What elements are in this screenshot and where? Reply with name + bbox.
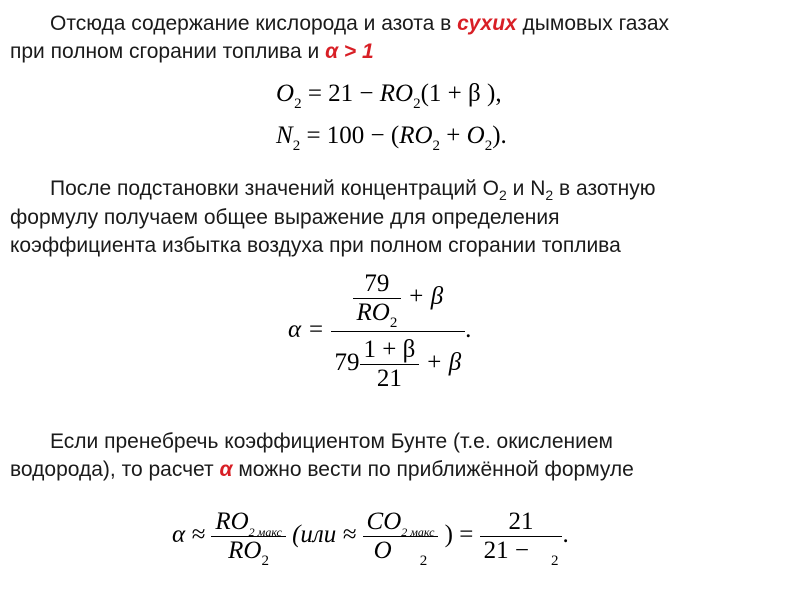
equation-text: = 100 − (: [300, 122, 400, 149]
plus-beta: + β: [401, 283, 444, 311]
equation-text: .: [562, 521, 569, 549]
subscript: 2: [545, 187, 554, 204]
paragraph-substitution-line2: [10, 204, 790, 231]
text: формулу получаем общее выражение для определения: [10, 206, 560, 229]
subscript: 2: [484, 138, 493, 154]
equation-text: .: [465, 316, 472, 344]
paragraph-intro-line2: [10, 38, 790, 65]
subscript: 2: [499, 187, 507, 204]
equation-alpha-approx: [172, 508, 569, 569]
fraction-21: [480, 508, 563, 569]
denominator: O $_2$: [363, 536, 439, 565]
numerator: 1 + β: [363, 336, 416, 363]
numerator: $CO_{2 макс}$: [366, 508, 435, 539]
paragraph-substitution-line3: [10, 232, 790, 259]
fraction-1beta-21: [360, 336, 420, 393]
symbol-o: O: [466, 122, 485, 149]
emphasis-alpha-condition: α > 1: [325, 40, 374, 63]
paragraph-intro: [10, 10, 800, 37]
symbol-n: N: [276, 122, 293, 149]
emphasis-alpha: α: [219, 458, 233, 481]
text: дымовых газах: [516, 12, 670, 35]
text: при полном сгорании топлива и: [10, 40, 326, 63]
main-denominator: [331, 331, 466, 393]
denominator: $RO_2$: [211, 536, 285, 565]
fraction-co2max-o2: [363, 508, 439, 569]
equation-text: = 21 −: [301, 80, 380, 107]
numerator: 79: [364, 270, 390, 297]
symbol-ro: RO: [379, 80, 414, 107]
paragraph-bunte: [10, 428, 800, 455]
denominator: 21: [360, 364, 420, 393]
symbol-ro: RO: [399, 122, 433, 149]
text: и N: [506, 177, 546, 200]
subscript: 2: [294, 96, 302, 112]
equation-text: +: [440, 122, 467, 149]
text: Отсюда содержание кислорода и азота в: [50, 12, 458, 35]
text: можно вести по приближённой формуле: [232, 458, 634, 481]
text: коэффициента избытка воздуха при полном сгорании топлива: [10, 234, 621, 257]
coef-79: 79: [334, 349, 360, 377]
equation-text: ).: [492, 122, 507, 149]
equation-nitrogen: [276, 122, 507, 154]
symbol-alpha: α ≈: [172, 521, 206, 549]
text: водорода), то расчет: [10, 458, 220, 481]
main-numerator: [331, 270, 466, 331]
equation-text: (1 + β ),: [420, 80, 502, 107]
numerator: $RO_{2 макс}$: [215, 508, 282, 539]
denominator: $RO_2$: [353, 298, 402, 327]
equation-oxygen: [276, 80, 502, 112]
symbol-o: O: [276, 80, 295, 107]
numerator: 21: [508, 508, 534, 535]
subscript: 2: [292, 138, 301, 154]
equation-alpha-general: [288, 270, 471, 393]
subscript: 2: [432, 138, 441, 154]
paren-open-or: (или ≈: [292, 521, 357, 549]
denominator: 21 − $_2$: [480, 536, 563, 565]
text: Если пренебречь коэффициентом Бунте (т.е. окислением: [50, 430, 613, 453]
main-fraction: [331, 270, 466, 393]
plus-beta: + β: [419, 349, 462, 377]
text: После подстановки значений концентраций O: [50, 177, 499, 200]
emphasis-dry: сухих: [457, 12, 517, 35]
fraction-ro2max-ro2: [211, 508, 285, 569]
subscript: 2: [413, 96, 421, 112]
text: в азотную: [553, 177, 656, 200]
symbol-alpha: α =: [288, 316, 325, 344]
fraction-79-ro2: [353, 270, 402, 331]
paragraph-bunte-line2: [10, 456, 790, 483]
paren-close-equals: ) =: [444, 521, 474, 549]
